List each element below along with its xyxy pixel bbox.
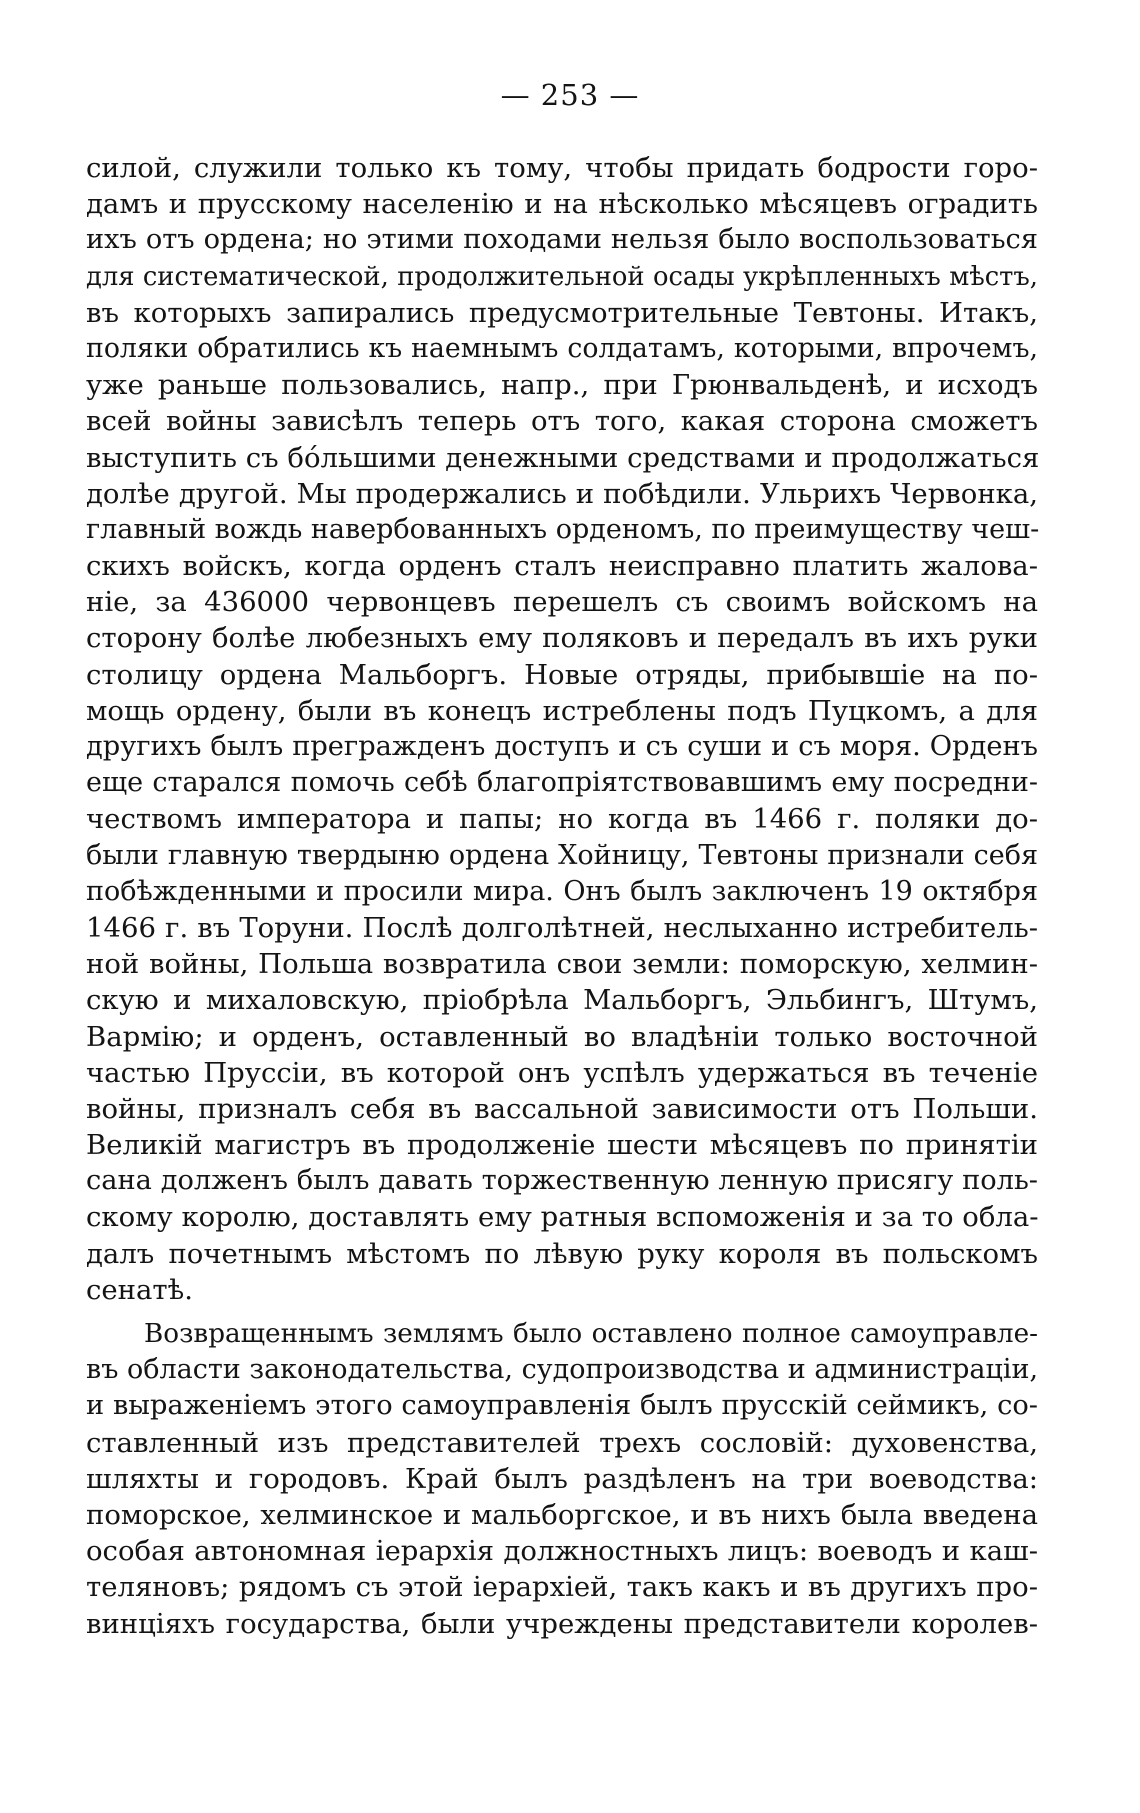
text-line: поляки обратились къ наемнымъ солдатамъ, которыми, впрочемъ, [86, 332, 1038, 364]
text-line: скую и михаловскую, пріобрѣла Мальборгъ, Эльбингъ, Штумъ, [86, 984, 1038, 1017]
text-line: всей войны зависѣлъ теперь отъ того, какая сторона сможетъ [86, 405, 1038, 438]
text-line: особая автономная іерархія должностныхъ лицъ: воеводъ и каш- [86, 1535, 1038, 1568]
text-line: скихъ войскъ, когда орденъ сталъ неисправно платить жалова- [86, 550, 1038, 583]
text-line: другихъ былъ прегражденъ доступъ и съ суши и съ моря. Орденъ [86, 731, 1038, 762]
paragraph-1 [86, 150, 1038, 1308]
text-line: еще старался помочь себѣ благопріятствовавшимъ ему посредни- [86, 767, 1038, 799]
text-line: частью Пруссіи, въ которой онъ успѣлъ удержаться въ теченіе [86, 1056, 1038, 1089]
text-line: винціяхъ государства, были учреждены представители королев- [86, 1607, 1038, 1640]
paragraph-2 [86, 1316, 1038, 1642]
text-line: дамъ и прусскому населенію и на нѣсколько мѣсяцевъ оградить [86, 188, 1038, 221]
text-line: столицу ордена Мальборгъ. Новые отряды, прибывшіе на по- [86, 658, 1038, 691]
text-line: для систематической, продолжительной осады укрѣпленныхъ мѣстъ, [86, 261, 1038, 292]
text-line: далъ почетнымъ мѣстомъ по лѣвую руку короля въ польскомъ [86, 1237, 1038, 1270]
text-line: долѣе другой. Мы продержались и побѣдили. Ульрихъ Червонка, [86, 477, 1038, 510]
text-line: выступить съ бо́льшими денежными средствами и продолжаться [86, 441, 1040, 474]
page-number: — 253 — [500, 78, 640, 112]
text-line: теляновъ; рядомъ съ этой іерархіей, такъ какъ и въ другихъ про- [86, 1571, 1038, 1604]
text-line: войны, призналъ себя въ вассальной зависимости отъ Польши. [86, 1092, 1038, 1125]
text-line: Возвращеннымъ землямъ было оставлено полное самоуправле- [144, 1319, 1038, 1349]
text-line: чествомъ императора и папы; но когда въ 1466 г. поляки до- [86, 803, 1038, 836]
text-line: Великій магистръ въ продолженіе шести мѣсяцевъ по принятіи [86, 1129, 1038, 1162]
text-line: уже раньше пользовались, напр., при Грюнвальденѣ, и исходъ [86, 369, 1038, 402]
text-line: скому королю, доставлять ему ратныя вспоможенія и за то обла- [86, 1201, 1039, 1234]
text-line: въ области законодательства, судопроизводства и администраціи, [86, 1354, 1039, 1386]
text-line: ставленный изъ представителей трехъ сословій: духовенства, [86, 1426, 1038, 1459]
text-line: ихъ отъ ордена; но этими походами нельзя было воспользоваться [86, 224, 1038, 256]
text-line: были главную твердыню ордена Хойницу, Тевтоны признали себя [86, 839, 1038, 871]
text-line: силой, служили только къ тому, чтобы придать бодрости горо- [86, 152, 1038, 184]
text-line: побѣжденными и просили мира. Онъ былъ заключенъ 19 октября [86, 875, 1038, 907]
text-line: сана долженъ былъ давать торжественную ленную присягу поль- [86, 1165, 1038, 1197]
text-line: мощь ордену, были въ конецъ истреблены подъ Пуцкомъ, а для [86, 694, 1038, 727]
text-line: поморское, хелминское и мальборгское, и въ нихъ была введена [86, 1498, 1038, 1531]
text-line: главный вождь навербованныхъ орденомъ, по преимуществу чеш- [86, 513, 1040, 545]
text-line: въ которыхъ запирались предусмотрительные Тевтоны. Итакъ, [86, 296, 1038, 329]
text-line: сторону болѣе любезныхъ ему поляковъ и передалъ въ ихъ руки [86, 622, 1038, 655]
text-line: и выраженіемъ этого самоуправленія былъ прусскій сеймикъ, со- [86, 1390, 1038, 1422]
text-line: 1466 г. въ Торуни. Послѣ долголѣтней, неслыханно истребитель- [86, 911, 1038, 944]
text-line: Вармію; и орденъ, оставленный во владѣніи только восточной [86, 1020, 1038, 1053]
text-line: ніе, за 436000 червонцевъ перешелъ съ своимъ войскомъ на [86, 586, 1038, 619]
text-line: ной войны, Польша возвратила свои земли: поморскую, хелмин- [86, 948, 1038, 981]
body-text [86, 150, 1038, 1642]
text-line: сенатѣ. [86, 1273, 193, 1306]
text-line: шляхты и городовъ. Край былъ раздѣленъ на три воеводства: [86, 1462, 1038, 1495]
